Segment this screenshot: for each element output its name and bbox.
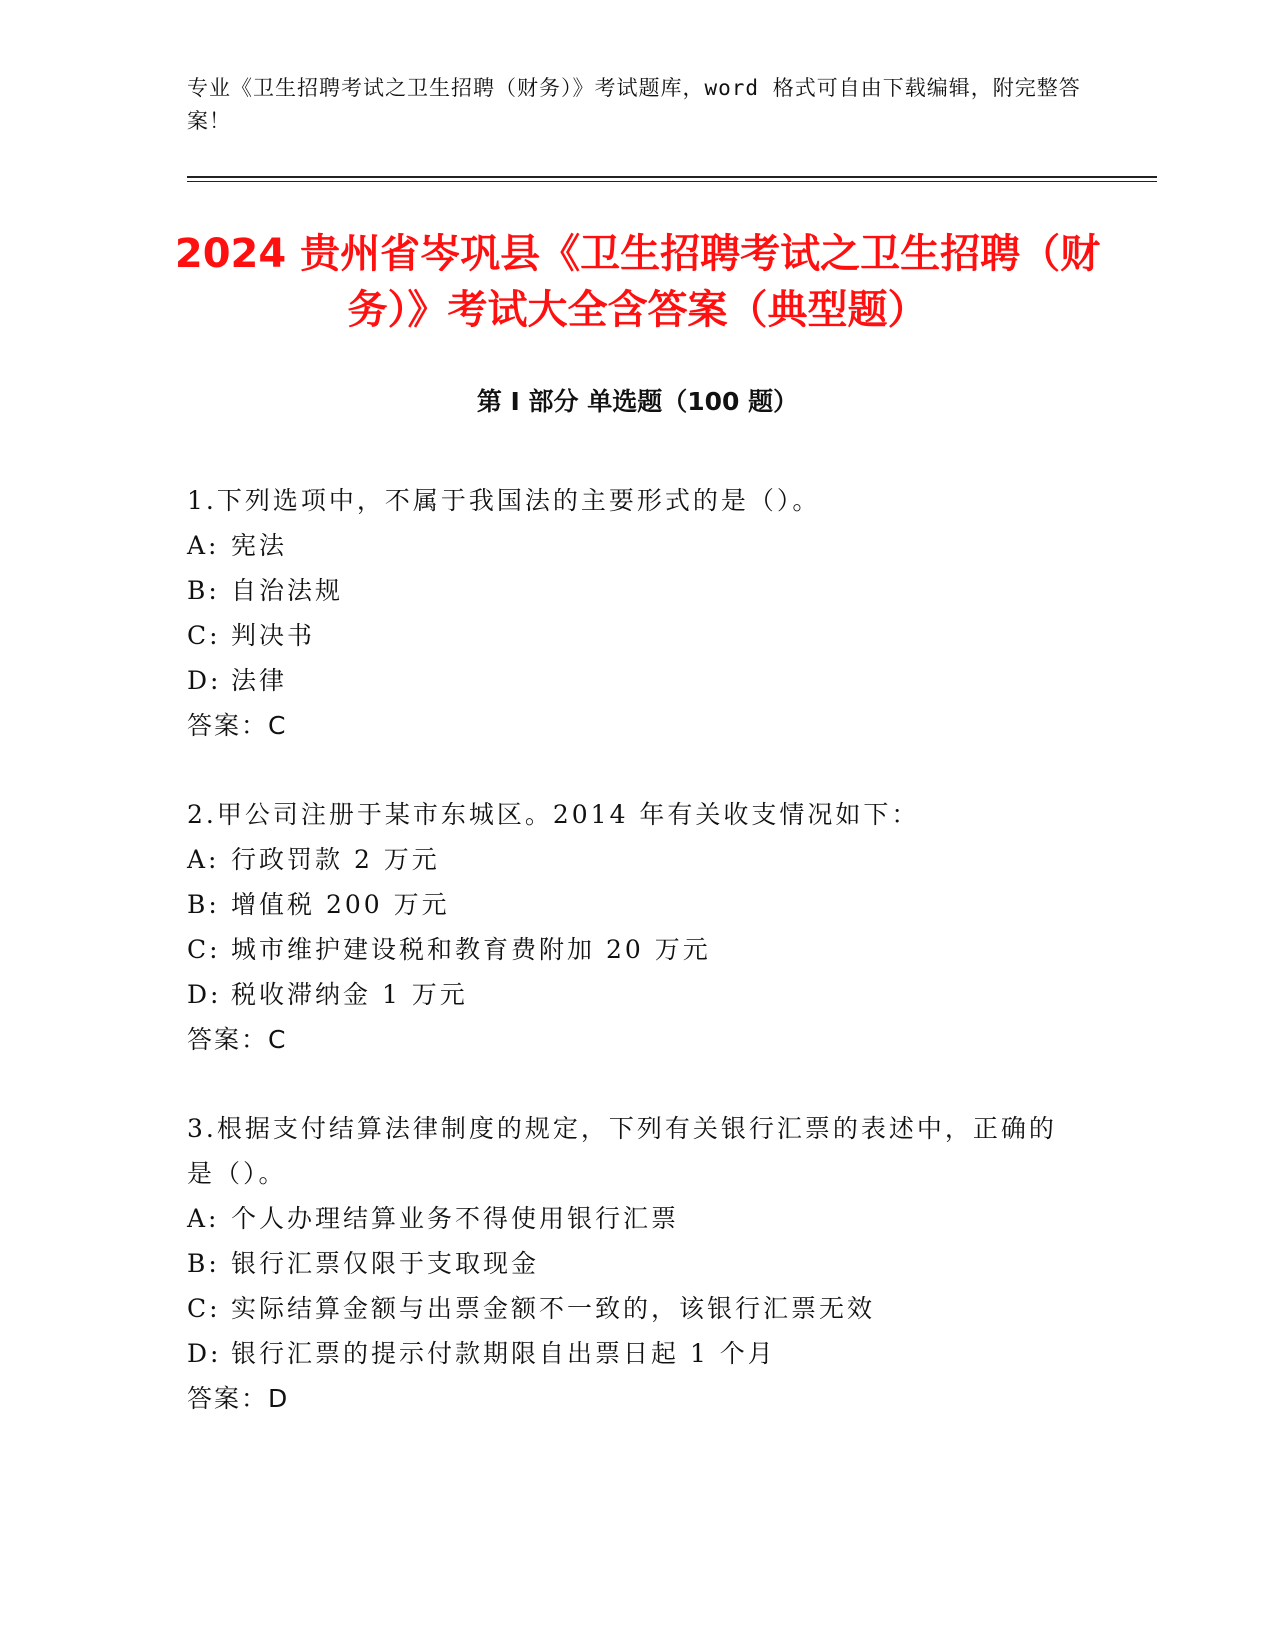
option-text: 银行汇票的提示付款期限自出票日起 1 个月 xyxy=(231,1339,776,1368)
option-c xyxy=(187,613,1067,658)
question-list xyxy=(187,478,1067,1465)
option-letter: C: xyxy=(187,1294,221,1323)
answer-line: 答案：C xyxy=(187,711,288,740)
option-text: 行政罚款 2 万元 xyxy=(231,845,440,874)
option-text: 城市维护建设税和教育费附加 20 万元 xyxy=(231,935,711,964)
option-a xyxy=(187,837,1067,882)
option-d xyxy=(187,972,1067,1017)
option-text: 实际结算金额与出票金额不一致的，该银行汇票无效 xyxy=(231,1294,876,1323)
answer-line: 答案：C xyxy=(187,1025,288,1054)
question-2 xyxy=(187,792,1067,1062)
option-letter: A: xyxy=(187,531,220,560)
option-text: 自治法规 xyxy=(231,576,344,605)
option-letter: A: xyxy=(187,845,220,874)
question-stem: 3.根据支付结算法律制度的规定，下列有关银行汇票的表述中，正确的是（）。 xyxy=(187,1114,1057,1188)
option-text: 增值税 200 万元 xyxy=(231,890,450,919)
option-text: 法律 xyxy=(231,666,288,695)
option-a xyxy=(187,1196,1067,1241)
option-letter: B: xyxy=(187,1249,220,1278)
option-c xyxy=(187,1286,1067,1331)
question-stem: 1.下列选项中，不属于我国法的主要形式的是（）。 xyxy=(187,486,821,515)
option-letter: B: xyxy=(187,576,220,605)
option-text: 宪法 xyxy=(231,531,288,560)
answer-line: 答案：D xyxy=(187,1384,290,1413)
option-letter: A: xyxy=(187,1204,220,1233)
option-text: 银行汇票仅限于支取现金 xyxy=(231,1249,540,1278)
option-d xyxy=(187,658,1067,703)
option-b xyxy=(187,882,1067,927)
header-divider-thin xyxy=(187,181,1157,182)
option-b xyxy=(187,1241,1067,1286)
question-3 xyxy=(187,1106,1067,1421)
option-b xyxy=(187,568,1067,613)
option-letter: C: xyxy=(187,935,221,964)
option-c xyxy=(187,927,1067,972)
question-1 xyxy=(187,478,1067,748)
option-letter: C: xyxy=(187,621,221,650)
header-note: 专业《卫生招聘考试之卫生招聘（财务）》考试题库，word 格式可自由下载编辑，附完整答案！ xyxy=(187,76,1081,133)
option-text: 个人办理结算业务不得使用银行汇票 xyxy=(231,1204,680,1233)
document-title: 2024 贵州省岑巩县《卫生招聘考试之卫生招聘（财务）》考试大全含答案（典型题） xyxy=(174,231,1101,333)
option-text: 判决书 xyxy=(231,621,316,650)
option-letter: D: xyxy=(187,980,222,1009)
option-letter: D: xyxy=(187,666,222,695)
option-text: 税收滞纳金 1 万元 xyxy=(231,980,468,1009)
option-letter: D: xyxy=(187,1339,222,1368)
section-heading: 第 I 部分 单选题（100 题） xyxy=(476,387,799,416)
question-stem: 2.甲公司注册于某市东城区。2014 年有关收支情况如下： xyxy=(187,800,920,829)
option-letter: B: xyxy=(187,890,220,919)
header-divider xyxy=(187,176,1157,178)
option-a xyxy=(187,523,1067,568)
option-d xyxy=(187,1331,1067,1376)
